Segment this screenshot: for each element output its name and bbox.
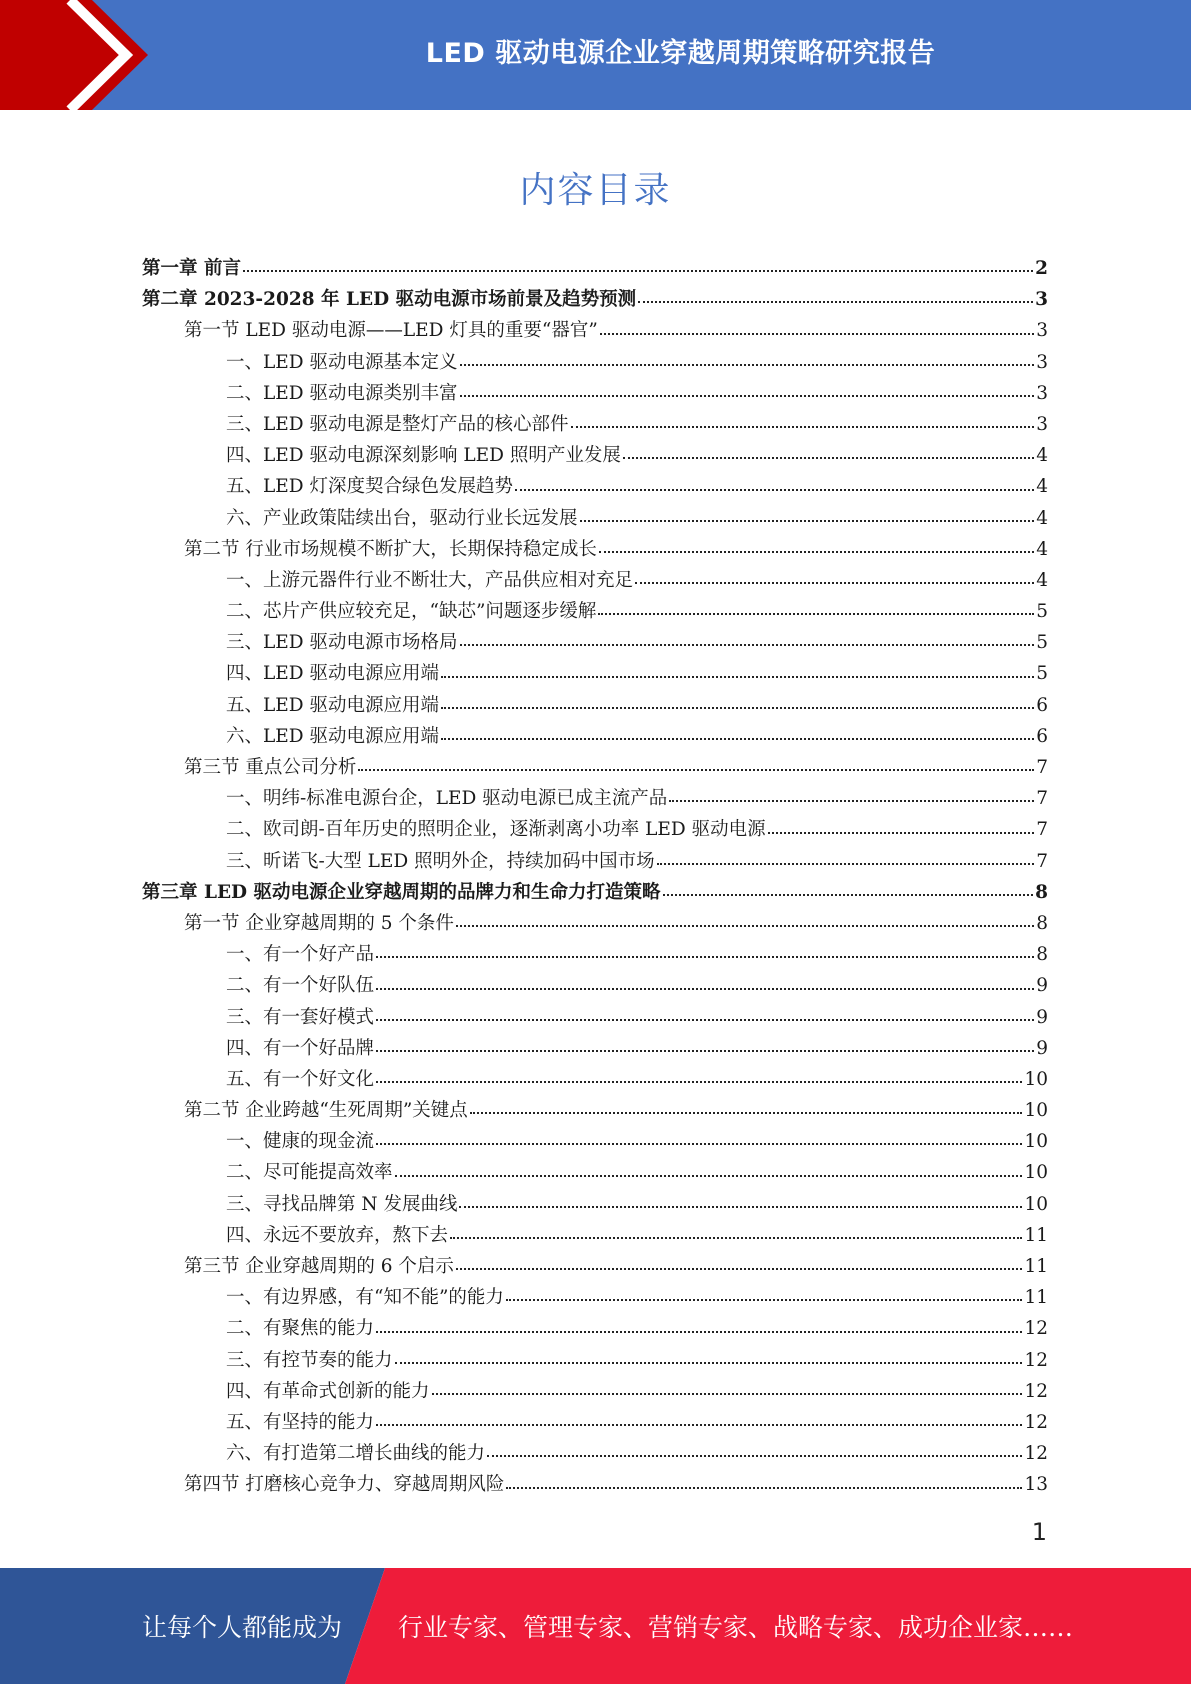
toc-entry[interactable] bbox=[142, 908, 1048, 939]
toc-entry-label: 六、产业政策陆续出台，驱动行业长远发展 bbox=[226, 507, 578, 529]
page-number: 1 bbox=[1031, 1518, 1047, 1546]
toc-leader-dots bbox=[376, 1050, 1034, 1052]
toc-entry-label: 二、LED 驱动电源类别丰富 bbox=[226, 382, 458, 404]
toc-entry-label: 二、有聚焦的能力 bbox=[226, 1318, 375, 1340]
toc-entry-page: 12 bbox=[1024, 1318, 1048, 1340]
toc-entry-page: 12 bbox=[1024, 1349, 1048, 1371]
toc-entry-page: 3 bbox=[1036, 413, 1048, 435]
toc-entry-page: 3 bbox=[1035, 289, 1048, 311]
toc-entry-label: 第四节 打磨核心竞争力、穿越周期风险 bbox=[184, 1474, 505, 1496]
toc-entry-page: 12 bbox=[1024, 1411, 1048, 1433]
toc-leader-dots bbox=[515, 489, 1034, 491]
toc-entry[interactable] bbox=[142, 1157, 1048, 1188]
toc-leader-dots bbox=[459, 1206, 1022, 1208]
toc-entry-page: 11 bbox=[1024, 1287, 1048, 1309]
toc-entry[interactable] bbox=[142, 1407, 1048, 1438]
toc-leader-dots bbox=[456, 925, 1034, 927]
toc-entry[interactable] bbox=[142, 783, 1048, 814]
toc-entry-label: 六、LED 驱动电源应用端 bbox=[226, 725, 440, 747]
toc-leader-dots bbox=[487, 1455, 1022, 1457]
page-header bbox=[0, 0, 1191, 110]
table-of-contents bbox=[142, 253, 1048, 1501]
toc-entry-page: 6 bbox=[1036, 725, 1048, 747]
toc-leader-dots bbox=[470, 1112, 1023, 1114]
toc-entry-page: 10 bbox=[1024, 1068, 1048, 1090]
toc-entry-page: 3 bbox=[1036, 320, 1048, 342]
toc-leader-dots bbox=[450, 1237, 1022, 1239]
chevron-arrow-icon bbox=[0, 0, 160, 110]
toc-entry-label: 第三节 重点公司分析 bbox=[184, 757, 357, 778]
toc-entry-label: 六、有打造第二增长曲线的能力 bbox=[226, 1443, 486, 1465]
toc-entry-label: 三、昕诺飞-大型 LED 照明外企，持续加码中国市场 bbox=[226, 850, 655, 872]
toc-entry[interactable] bbox=[142, 347, 1048, 378]
toc-entry-label: 二、有一个好队伍 bbox=[226, 975, 375, 997]
footer-slogan-left: 让每个人都能成为 bbox=[142, 1613, 343, 1642]
toc-entry-page: 7 bbox=[1036, 788, 1048, 810]
toc-entry-page: 9 bbox=[1036, 975, 1048, 997]
toc-entry-page: 2 bbox=[1035, 258, 1048, 279]
toc-entry[interactable] bbox=[142, 471, 1048, 502]
toc-entry[interactable] bbox=[142, 503, 1048, 534]
toc-entry-page: 12 bbox=[1024, 1380, 1048, 1402]
toc-entry-page: 10 bbox=[1024, 1162, 1048, 1184]
toc-entry-page: 11 bbox=[1024, 1256, 1048, 1277]
toc-entry-label: 第一节 企业穿越周期的 5 个条件 bbox=[184, 912, 454, 934]
toc-leader-dots bbox=[460, 644, 1035, 646]
toc-entry-label: 四、永远不要放弃，熬下去 bbox=[226, 1224, 449, 1246]
toc-entry-label: 四、有一个好品牌 bbox=[226, 1037, 375, 1059]
toc-entry[interactable] bbox=[142, 440, 1048, 471]
toc-entry[interactable] bbox=[142, 877, 1048, 908]
toc-leader-dots bbox=[506, 1487, 1022, 1489]
toc-entry-page: 3 bbox=[1036, 351, 1048, 373]
toc-leader-dots bbox=[623, 457, 1034, 459]
toc-leader-dots bbox=[441, 707, 1034, 709]
toc-entry-label: 一、有一个好产品 bbox=[226, 944, 375, 966]
toc-entry[interactable] bbox=[142, 1282, 1048, 1313]
toc-entry-label: 第二节 行业市场规模不断扩大，长期保持稳定成长 bbox=[184, 538, 597, 560]
toc-entry[interactable] bbox=[142, 596, 1048, 627]
toc-leader-dots bbox=[669, 800, 1034, 802]
toc-entry[interactable] bbox=[142, 1376, 1048, 1407]
toc-leader-dots bbox=[657, 863, 1035, 865]
toc-entry-label: 五、LED 驱动电源应用端 bbox=[226, 694, 440, 716]
toc-leader-dots bbox=[768, 832, 1035, 834]
toc-leader-dots bbox=[571, 426, 1035, 428]
toc-leader-dots bbox=[376, 1019, 1034, 1021]
toc-entry[interactable] bbox=[142, 1064, 1048, 1095]
toc-entry[interactable] bbox=[142, 1469, 1048, 1500]
toc-leader-dots bbox=[460, 364, 1035, 366]
toc-entry[interactable] bbox=[142, 1033, 1048, 1064]
toc-entry-page: 9 bbox=[1036, 1037, 1048, 1059]
toc-entry[interactable] bbox=[142, 721, 1048, 752]
toc-leader-dots bbox=[638, 301, 1033, 303]
toc-entry-page: 13 bbox=[1024, 1474, 1048, 1496]
toc-entry-page: 5 bbox=[1036, 632, 1048, 654]
toc-entry[interactable] bbox=[142, 939, 1048, 970]
toc-entry-label: 三、有一套好模式 bbox=[226, 1006, 375, 1028]
toc-entry-label: 三、LED 驱动电源是整灯产品的核心部件 bbox=[226, 413, 569, 435]
toc-leader-dots bbox=[580, 520, 1035, 522]
toc-entry-label: 第三章 LED 驱动电源企业穿越周期的品牌力和生命力打造策略 bbox=[142, 881, 661, 903]
toc-entry[interactable] bbox=[142, 690, 1048, 721]
toc-leader-dots bbox=[395, 1362, 1023, 1364]
toc-entry-page: 12 bbox=[1024, 1443, 1048, 1465]
toc-entry[interactable] bbox=[142, 814, 1048, 845]
toc-leader-dots bbox=[358, 769, 1034, 771]
toc-entry[interactable] bbox=[142, 627, 1048, 658]
toc-entry[interactable] bbox=[142, 1251, 1048, 1282]
toc-entry[interactable] bbox=[142, 1313, 1048, 1344]
toc-entry-label: 四、有革命式创新的能力 bbox=[226, 1380, 430, 1402]
toc-entry[interactable] bbox=[142, 1345, 1048, 1376]
toc-leader-dots bbox=[432, 1393, 1023, 1395]
toc-entry[interactable] bbox=[142, 253, 1048, 284]
toc-entry-label: 二、尽可能提高效率 bbox=[226, 1162, 393, 1184]
toc-entry[interactable] bbox=[142, 1189, 1048, 1220]
toc-entry[interactable] bbox=[142, 565, 1048, 596]
toc-entry-page: 8 bbox=[1035, 881, 1048, 903]
toc-entry-page: 9 bbox=[1036, 1006, 1048, 1028]
toc-entry[interactable] bbox=[142, 409, 1048, 440]
toc-entry-label: 第一章 前言 bbox=[142, 258, 241, 279]
toc-leader-dots bbox=[635, 582, 1034, 584]
toc-entry[interactable] bbox=[142, 534, 1048, 565]
toc-leader-dots bbox=[376, 956, 1034, 958]
toc-entry-label: 三、寻找品牌第 N 发展曲线 bbox=[226, 1193, 458, 1215]
toc-entry-label: 一、明纬-标准电源台企，LED 驱动电源已成主流产品 bbox=[226, 788, 668, 810]
footer-slogan-right: 行业专家、管理专家、营销专家、战略专家、成功企业家…… bbox=[398, 1613, 1074, 1642]
toc-entry-page: 4 bbox=[1036, 507, 1048, 529]
toc-entry-label: 五、有一个好文化 bbox=[226, 1068, 375, 1090]
page-footer bbox=[0, 1568, 1191, 1684]
toc-entry-label: 一、健康的现金流 bbox=[226, 1131, 375, 1153]
toc-entry-page: 4 bbox=[1036, 569, 1048, 591]
toc-leader-dots bbox=[598, 613, 1034, 615]
toc-entry-label: 一、有边界感，有“知不能”的能力 bbox=[226, 1287, 504, 1309]
toc-entry-label: 第二节 企业跨越“生死周期”关键点 bbox=[184, 1100, 468, 1122]
toc-entry[interactable] bbox=[142, 752, 1048, 783]
toc-entry[interactable] bbox=[142, 1438, 1048, 1469]
toc-entry-label: 一、上游元器件行业不断壮大，产品供应相对充足 bbox=[226, 569, 634, 591]
toc-leader-dots bbox=[376, 1081, 1022, 1083]
toc-entry-label: 四、LED 驱动电源应用端 bbox=[226, 663, 440, 685]
toc-leader-dots bbox=[441, 738, 1034, 740]
toc-leader-dots bbox=[599, 551, 1034, 553]
toc-leader-dots bbox=[376, 1424, 1022, 1426]
toc-entry[interactable] bbox=[142, 1126, 1048, 1157]
toc-entry-label: 三、LED 驱动电源市场格局 bbox=[226, 632, 458, 654]
toc-entry-page: 8 bbox=[1036, 912, 1048, 934]
toc-entry-page: 6 bbox=[1036, 694, 1048, 716]
toc-leader-dots bbox=[460, 395, 1035, 397]
toc-entry-page: 4 bbox=[1036, 538, 1048, 560]
toc-entry[interactable] bbox=[142, 1095, 1048, 1126]
toc-leader-dots bbox=[395, 1175, 1023, 1177]
toc-entry-label: 第二章 2023-2028 年 LED 驱动电源市场前景及趋势预测 bbox=[142, 289, 637, 311]
toc-entry-label: 第三节 企业穿越周期的 6 个启示 bbox=[184, 1256, 454, 1277]
toc-entry[interactable] bbox=[142, 1002, 1048, 1033]
toc-entry-page: 10 bbox=[1024, 1100, 1048, 1122]
toc-entry-label: 五、有坚持的能力 bbox=[226, 1411, 375, 1433]
toc-entry-page: 7 bbox=[1036, 819, 1048, 841]
toc-entry-page: 5 bbox=[1036, 663, 1048, 685]
toc-leader-dots bbox=[243, 270, 1033, 272]
toc-entry-page: 5 bbox=[1036, 601, 1048, 623]
toc-entry-label: 三、有控节奏的能力 bbox=[226, 1349, 393, 1371]
toc-leader-dots bbox=[376, 1143, 1022, 1145]
toc-entry-page: 4 bbox=[1036, 445, 1048, 467]
toc-leader-dots bbox=[663, 894, 1034, 896]
toc-entry-label: 二、芯片产供应较充足，“缺芯”问题逐步缓解 bbox=[226, 601, 597, 623]
toc-entry[interactable] bbox=[142, 378, 1048, 409]
toc-entry-label: 四、LED 驱动电源深刻影响 LED 照明产业发展 bbox=[226, 445, 621, 467]
toc-entry[interactable] bbox=[142, 1220, 1048, 1251]
toc-entry-page: 10 bbox=[1024, 1131, 1048, 1153]
toc-entry-page: 11 bbox=[1024, 1224, 1048, 1246]
toc-leader-dots bbox=[456, 1268, 1023, 1270]
toc-leader-dots bbox=[376, 1331, 1022, 1333]
toc-entry[interactable] bbox=[142, 658, 1048, 689]
toc-entry-label: 二、欧司朗-百年历史的照明企业，逐渐剥离小功率 LED 驱动电源 bbox=[226, 819, 766, 841]
toc-heading: 内容目录 bbox=[519, 170, 672, 211]
toc-leader-dots bbox=[441, 676, 1034, 678]
toc-entry-page: 10 bbox=[1024, 1193, 1048, 1215]
toc-entry-page: 7 bbox=[1036, 757, 1048, 778]
toc-leader-dots bbox=[376, 988, 1034, 990]
report-title: LED 驱动电源企业穿越周期策略研究报告 bbox=[425, 37, 936, 69]
toc-entry-page: 7 bbox=[1036, 850, 1048, 872]
toc-entry-label: 五、LED 灯深度契合绿色发展趋势 bbox=[226, 476, 514, 498]
toc-entry-label: 第一节 LED 驱动电源——LED 灯具的重要“器官” bbox=[184, 320, 598, 342]
toc-leader-dots bbox=[600, 333, 1034, 335]
toc-entry[interactable] bbox=[142, 846, 1048, 877]
toc-entry[interactable] bbox=[142, 284, 1048, 315]
toc-entry-page: 4 bbox=[1036, 476, 1048, 498]
toc-entry-page: 3 bbox=[1036, 382, 1048, 404]
toc-entry[interactable] bbox=[142, 970, 1048, 1001]
toc-entry-label: 一、LED 驱动电源基本定义 bbox=[226, 351, 458, 373]
toc-leader-dots bbox=[506, 1299, 1023, 1301]
toc-entry[interactable] bbox=[142, 315, 1048, 346]
toc-entry-page: 8 bbox=[1036, 944, 1048, 966]
